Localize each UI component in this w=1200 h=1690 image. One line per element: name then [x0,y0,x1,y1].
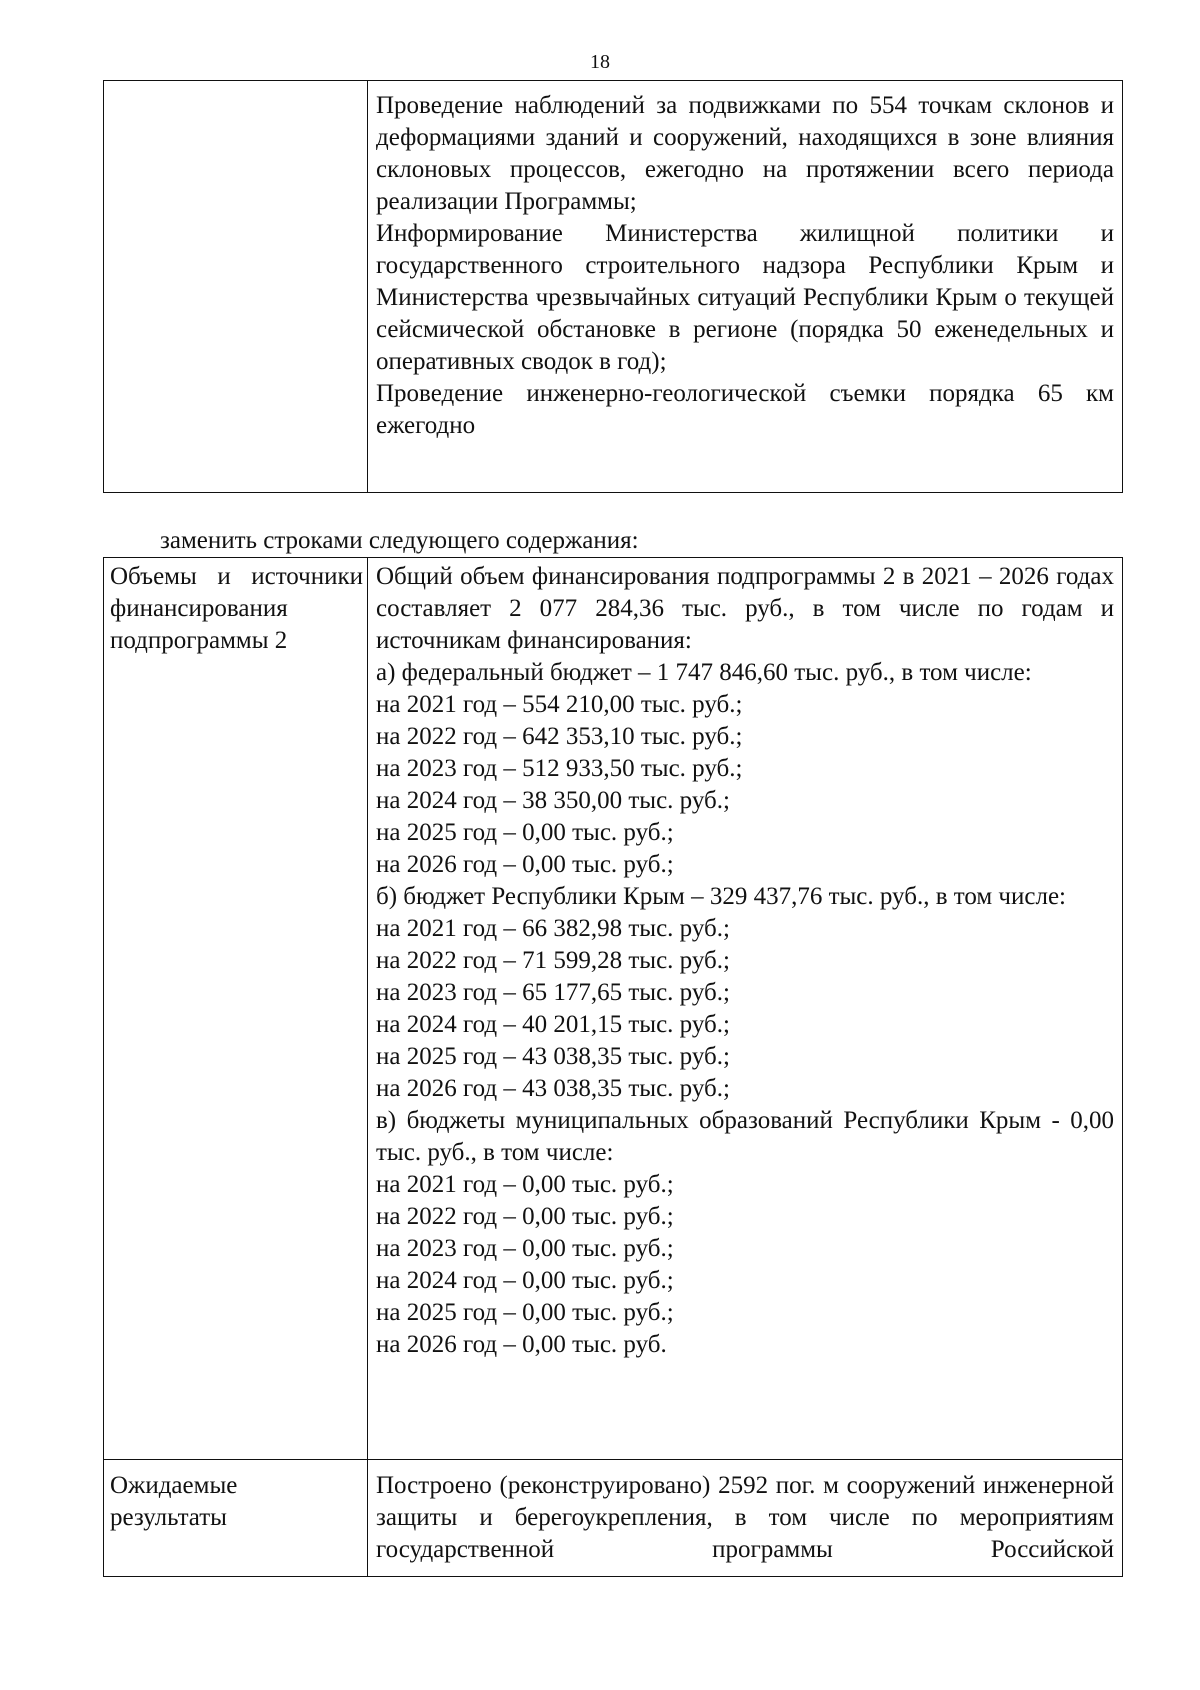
table-row [104,558,1123,1460]
paragraph-informing: Информирование Министерства жилищной политики и государственного строительного надзора Республики Крым и Министерства чрезвычайных ситуаций Республики Крым о текущей сейсмической обстановке в регионе (порядка 50 еженедельных и оперативных сводок в год); [376,220,1114,375]
page-number: 18 [590,51,610,73]
replacement-table [103,557,1123,1577]
results-label: Ожидаемые результаты [110,1472,238,1531]
municipal-year: на 2024 год – 0,00 тыс. руб.; [376,1267,674,1294]
republic-year: на 2026 год – 43 038,35 тыс. руб.; [376,1075,730,1102]
republic-year: на 2022 год – 71 599,28 тыс. руб.; [376,947,730,974]
republic-year: на 2023 год – 65 177,65 тыс. руб.; [376,979,730,1006]
table-cell-content [368,558,1123,1460]
republic-year: на 2021 год – 66 382,98 тыс. руб.; [376,915,730,942]
table-cell-label [104,1460,368,1577]
federal-year: на 2026 год – 0,00 тыс. руб.; [376,851,674,878]
federal-year: на 2023 год – 512 933,50 тыс. руб.; [376,755,743,782]
table-row [104,81,1123,493]
paragraph-monitoring: Проведение наблюдений за подвижками по 554 точкам склонов и деформациями зданий и сооружений, находящихся в зоне влияния склоновых процессов, ежегодно на протяжении всего периода реализации Программы; [376,92,1114,215]
funding-label: Объемы и источники финансирования подпрограммы 2 [110,563,363,654]
federal-year: на 2025 год – 0,00 тыс. руб.; [376,819,674,846]
republic-heading: б) бюджет Республики Крым – 329 437,76 тыс. руб., в том числе: [376,883,1067,910]
federal-year: на 2022 год – 642 353,10 тыс. руб.; [376,723,743,750]
table-cell-label [104,81,368,493]
replacement-lead-text: заменить строками следующего содержания: [160,527,639,554]
table-row [104,1460,1123,1577]
republic-year: на 2024 год – 40 201,15 тыс. руб.; [376,1011,730,1038]
municipal-year: на 2025 год – 0,00 тыс. руб.; [376,1299,674,1326]
paragraph-survey: Проведение инженерно-геологической съемки порядка 65 км ежегодно [376,380,1114,439]
funding-intro: Общий объем финансирования подпрограммы 2 в 2021 – 2026 годах составляет 2 077 284,36 тыс. руб., в том числе по годам и источникам финансирования: [376,563,1114,654]
table-cell-content [368,81,1123,493]
federal-year: на 2021 год – 554 210,00 тыс. руб.; [376,691,743,718]
municipal-year: на 2022 год – 0,00 тыс. руб.; [376,1203,674,1230]
table-cell-label [104,558,368,1460]
table-cell-content [368,1460,1123,1577]
municipal-year: на 2021 год – 0,00 тыс. руб.; [376,1171,674,1198]
continued-table [103,80,1123,493]
republic-year: на 2025 год – 43 038,35 тыс. руб.; [376,1043,730,1070]
municipal-heading: в) бюджеты муниципальных образований Республики Крым - 0,00 тыс. руб., в том числе: [376,1107,1114,1166]
municipal-year: на 2023 год – 0,00 тыс. руб.; [376,1235,674,1262]
federal-year: на 2024 год – 38 350,00 тыс. руб.; [376,787,730,814]
federal-heading: а) федеральный бюджет – 1 747 846,60 тыс. руб., в том числе: [376,659,1032,686]
cell-label-text [104,81,367,101]
municipal-year: на 2026 год – 0,00 тыс. руб. [376,1331,667,1358]
results-text: Построено (реконструировано) 2592 пог. м сооружений инженерной защиты и берегоукрепления, в том числе по мероприятиям государственной программы Российской [376,1472,1114,1563]
